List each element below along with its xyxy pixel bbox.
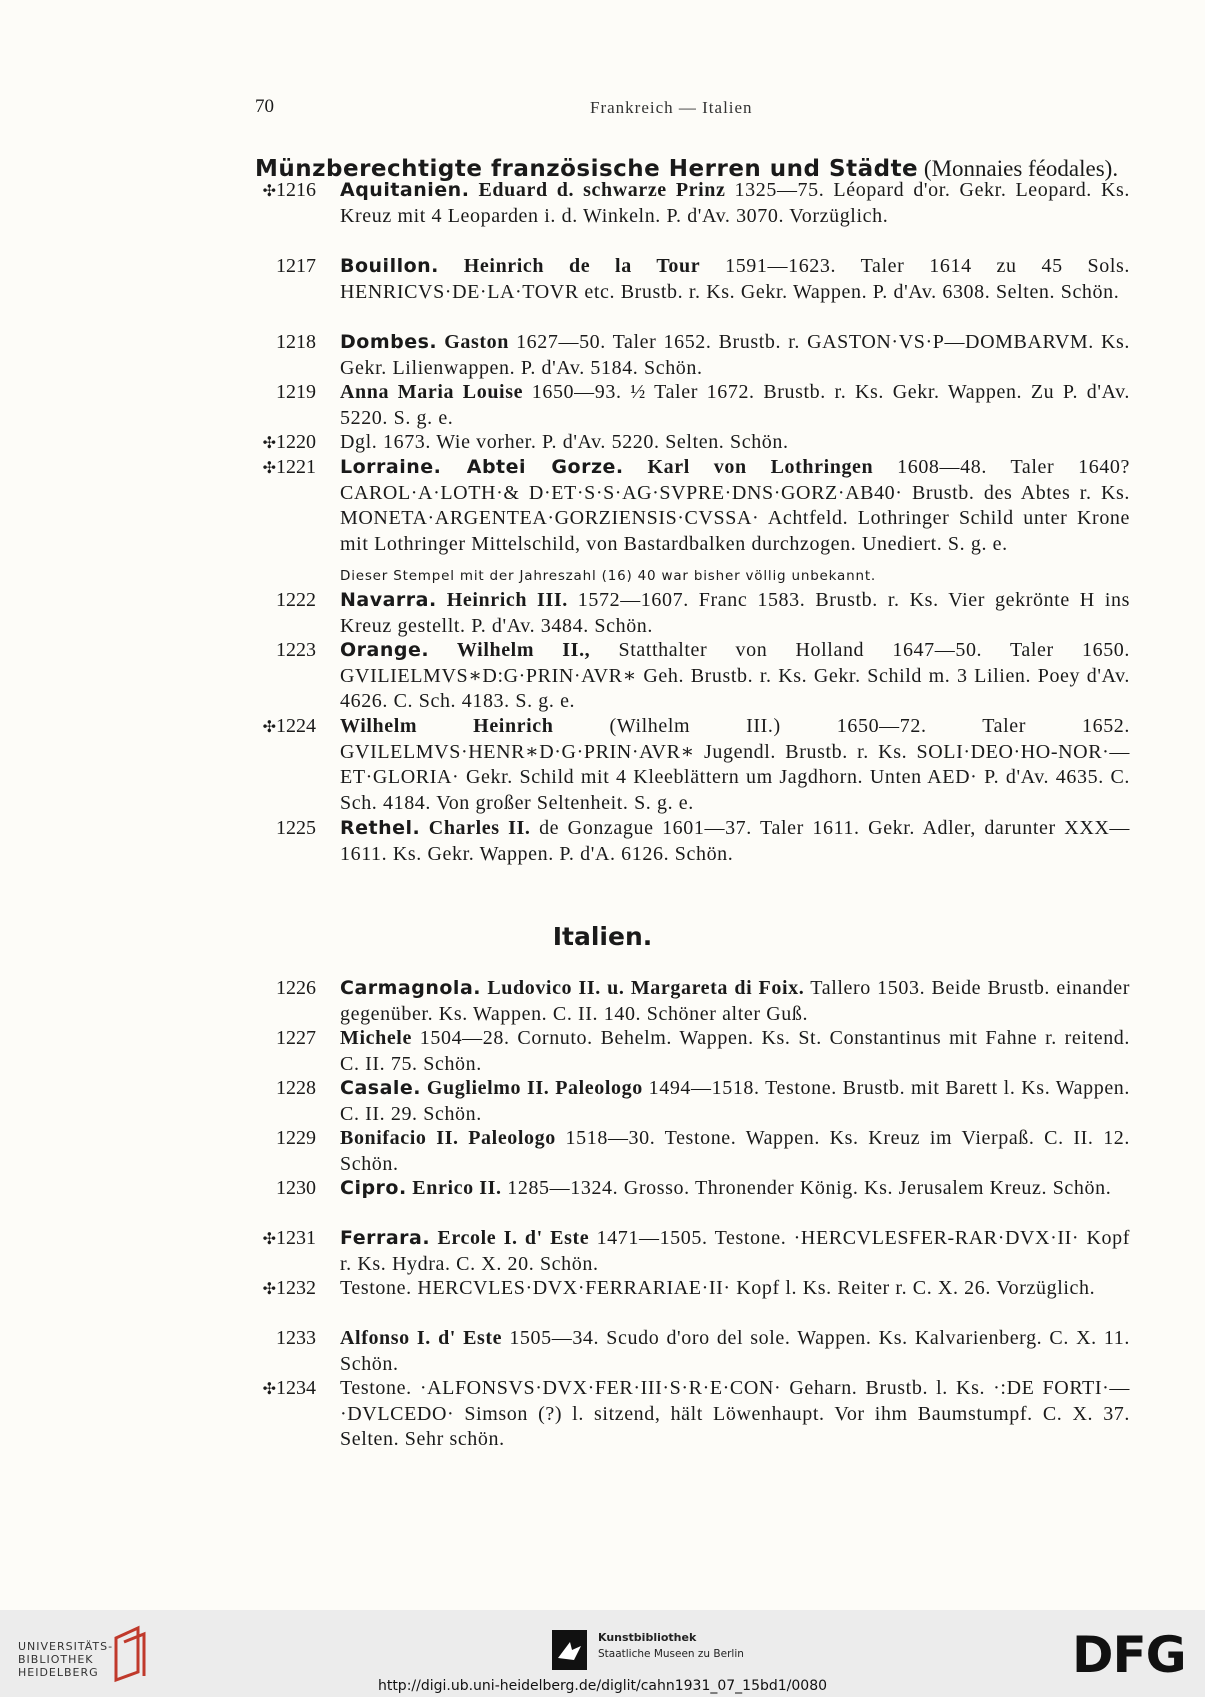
section-heading-italien: Italien. [552, 922, 653, 951]
uni-heidelberg-text[interactable]: UNIVERSITÄTS- BIBLIOTHEK HEIDELBERG [18, 1640, 114, 1679]
kunstbibliothek-logo-icon[interactable] [552, 1630, 587, 1670]
source-url-link[interactable]: http://digi.ub.uni-heidelberg.de/diglit/cahn1931_07_15bd1/0080 [377, 1678, 828, 1694]
running-title: Frankreich — Italien [590, 98, 753, 117]
catalog-page: 70 Frankreich — Italien Münzberechtigte französische Herren und Städte (Monnaies féodales). ✣1216 Aquitanien. Eduard d. schwarze Prinz 1325—75. Léopard d'or. Gekr. Leopard. Ks. Kreuz mit 4 Leoparden i. d. Winkeln. P. d'Av. 3070. Vorzüglich. 1217 Bouillon. Heinrich de la Tour 1591—1623. Taler 1614 zu 45 Sols. HENRICVS·DE·LA·TOVR etc. Brustb. r. Ks. Gekr. Wappen. P. d'Av. 6308. Selten. Schön. 1218 Dombes. Gaston 1627—50. Taler 1652. Brustb. r. GASTON·VS·P—DOMBARVM. Ks. Gekr. Lilienwappen. P. d'Av. 5184. Schön. 1219 Anna Maria Louise 1650—93. ½ Taler 1672. Brustb. r. Ks. Gekr. Wappen. Zu P. d'Av. 5220. S. g. e. ✣1220 Dgl. 1673. Wie vorher. P. d'Av. 5220. Selten. Schön. ✣1221 Lorraine. Abtei Gorze. Karl von Lothringen 1608—48. Taler 1640? CAROL·A·LOTH·& D·ET·S·S·AG·SVPRE·DNS·GORZ·AB40· Brustb. des Abtes r. Ks. MONETA·ARGENTEA·GORZIENSIS·CVSSA· Achtfeld. Lothringer Schild unter Krone mit Lothringer Mittelschild, von Bastardbalken durchzogen. Unediert. S. g. e. Dieser Stempel mit der Jahreszahl (16) 40 war bisher völlig unbekannt. 1222 Navarra. Heinrich III. 1572—1607. Franc 1583. Brustb. r. Ks. Vier gekrönte H ins Kreuz gestellt. P. d'Av. 3484. Schön. 1223 Orange. Wilhelm II., Statthalter von Holland 1647—50. Taler 1650. GVILIELMVS∗D:G·PRIN·AVR∗ Geh. Brustb. r. Ks. Gekr. Schild m. 3 Lilien. Poey d'Av. 4626. C. Sch. 4183. S. g. e. ✣1224 Wilhelm Heinrich (Wilhelm III.) 1650—72. Taler 1652. GVILELMVS·HENR∗D·G·PRIN·AVR∗ Jugendl. Brustb. r. Ks. SOLI·DEO·HO-NOR·—ET·GLORIA· Gekr. Schild mit 4 Kleeblättern um Jagdhorn. Unten AED· P. d'Av. 4635. C. Sch. 4184. Von großer Seltenheit. S. g. e. 1225 Rethel. Charles II. de Gonzague 1601—37. Taler 1611. Gekr. Adler, darunter XXX—1611. Ks. Gekr. Wappen. P. d'A. 6126. Schön. Italien. 1226 Carmagnola. Ludovico II. u. Margareta di Foix. Tallero 1503. Beide Brustb. einander gegenüber. Ks. Wappen. C. II. 140. Schöner alter Guß. 1227 Michele 1504—28. Cornuto. Behelm. Wappen. Ks. St. Constantinus mit Fahne r. reitend. C. II. 75. Schön. 1228 Casale. Guglielmo II. Paleologo 1494—1518. Testone. Brustb. mit Barett l. Ks. Wappen. C. II. 29. Schön. 1229 Bonifacio II. Paleologo 1518—30. Testone. Wappen. Ks. Kreuz im Vierpaß. C. II. 12. Schön. 1230 Cipro. Enrico II. 1285—1324. Grosso. Thronender König. Ks. Jerusalem Kreuz. Schön. ✣1231 Ferrara. Ercole I. d' Este 1471—1505. Testone. ·HERCVLESFER-RAR·DVX·II· Kopf r. Ks. Hydra. C. X. 20. Schön. ✣1232 Testone. HERCVLES·DVX·FERRARIAE·II· Kopf l. Ks. Reiter r. C. X. 26. Vorzüglich. 1233 Alfonso I. d' Este 1505—34. Scudo d'oro del sole. Wappen. Ks. Kalvarienberg. C. X. 11. Schön. ✣1234 Testone. ·ALFONSVS·DVX·FER·III·S·R·E·CON· Geharn. Brustb. l. Ks. ·:DE FORTI·—·DVLCEDO· Simson (?) l. sitzend, hält Löwenhaupt. Vor ihm Baumstumpf. C. X. 37. Selten. Sehr schön. [0, 0, 1205, 1610]
footer-bar [0, 1610, 1205, 1697]
dfg-logo[interactable]: DFG [1072, 1626, 1186, 1684]
footnote-1221: Dieser Stempel mit der Jahreszahl (16) 40 war bisher völlig unbekannt. [340, 568, 877, 584]
kunstbibliothek-text[interactable]: Kunstbibliothek Staatliche Museen zu Berlin [598, 1631, 744, 1660]
page-number: 70 [255, 96, 274, 117]
page-header [0, 96, 1205, 126]
section-heading: Münzberechtigte französische Herren und Städte (Monnaies féodales). [255, 156, 1119, 182]
uni-heidelberg-logo-icon[interactable] [110, 1624, 150, 1684]
